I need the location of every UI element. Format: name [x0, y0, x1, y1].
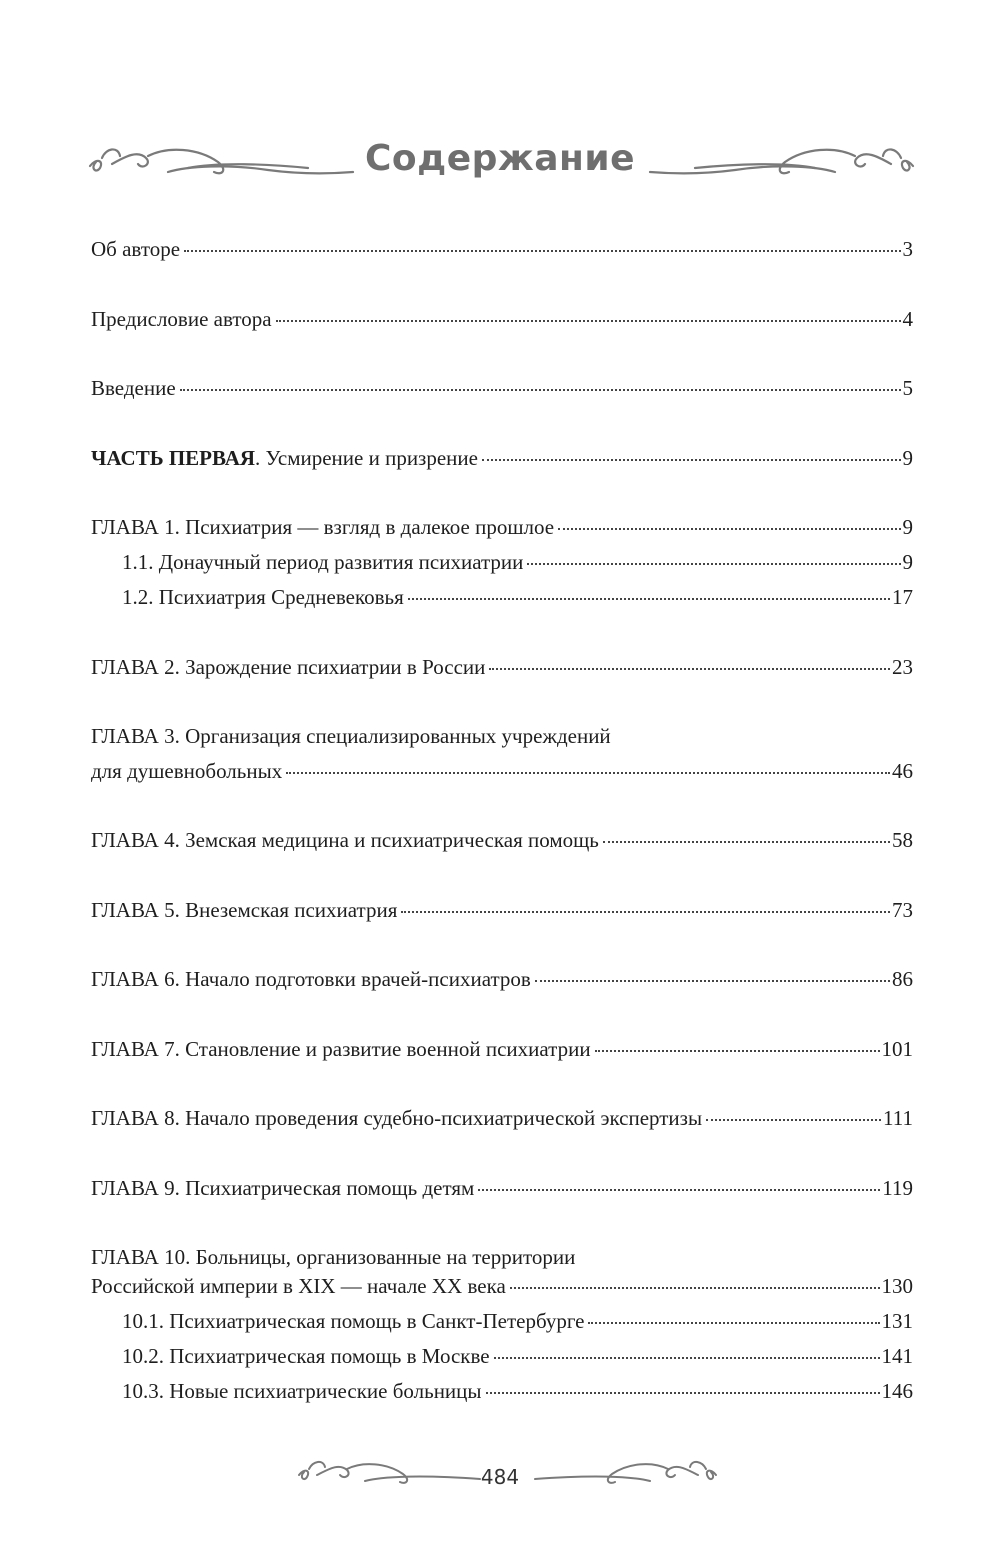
dot-leader — [489, 668, 890, 670]
toc-entry[interactable] — [91, 1036, 913, 1062]
dot-leader — [535, 980, 890, 982]
toc-subentry[interactable] — [122, 549, 913, 575]
toc-page-number: 131 — [881, 1309, 913, 1333]
toc-entry-title: ГЛАВА 4. Земская медицина и психиатрическая помощь — [91, 828, 599, 852]
toc-page-number: 146 — [881, 1379, 913, 1403]
toc-page-number: 17 — [892, 585, 913, 609]
dot-leader — [408, 598, 890, 600]
toc-entry[interactable] — [91, 1105, 913, 1131]
toc-entry[interactable] — [91, 236, 913, 262]
toc-subentry[interactable] — [122, 1378, 913, 1404]
toc-entry-title: ГЛАВА 9. Психиатрическая помощь детям — [91, 1176, 475, 1200]
dot-leader — [510, 1287, 880, 1289]
toc-entry-title: 10.2. Психиатрическая помощь в Москве — [122, 1344, 490, 1368]
toc-page-number: 101 — [881, 1037, 913, 1061]
toc-entry-title: Введение — [91, 376, 176, 400]
toc-entry[interactable] — [91, 758, 913, 784]
toc-entry[interactable] — [91, 1175, 913, 1201]
toc-entry-title: 1.2. Психиатрия Средневековья — [122, 585, 404, 609]
toc-subentry[interactable] — [122, 584, 913, 610]
toc-entry[interactable] — [91, 514, 913, 540]
right-ornament-icon — [645, 128, 915, 188]
dot-leader — [494, 1357, 880, 1359]
toc-entry[interactable] — [91, 375, 913, 401]
page-title: Содержание — [364, 138, 636, 179]
toc-entry-title: ГЛАВА 2. Зарождение психиатрии в России — [91, 655, 486, 679]
toc-page-number: 9 — [902, 446, 913, 470]
toc-subentry[interactable] — [122, 1308, 913, 1334]
dot-leader — [180, 389, 901, 391]
dot-leader — [486, 1392, 880, 1394]
toc-entry-title: Российской империи в XIX — начале XX века — [91, 1274, 506, 1298]
toc-entry[interactable] — [91, 827, 913, 853]
toc-page-number: 46 — [892, 759, 913, 783]
toc-entry-title: ГЛАВА 5. Внеземская психиатрия — [91, 898, 398, 922]
dot-leader — [595, 1050, 880, 1052]
toc-entry-first-line: ГЛАВА 3. Организация специализированных учреждений — [91, 724, 611, 748]
toc-page-number: 58 — [892, 828, 913, 852]
toc-entry-title: ГЛАВА 7. Становление и развитие военной психиатрии — [91, 1037, 591, 1061]
dot-leader — [588, 1322, 879, 1324]
toc-subentry[interactable] — [122, 1343, 913, 1369]
toc-page-number: 73 — [892, 898, 913, 922]
toc-page-number: 3 — [902, 237, 913, 261]
part-label: ЧАСТЬ ПЕРВАЯ — [91, 446, 256, 470]
toc-page-number: 141 — [881, 1344, 913, 1368]
toc-entry[interactable] — [91, 654, 913, 680]
toc-entry-title: 10.1. Психиатрическая помощь в Санкт-Петербурге — [122, 1309, 585, 1333]
toc-page-number: 111 — [883, 1106, 913, 1130]
toc-entry-title: . Усмирение и призрение — [255, 446, 478, 470]
toc-entry[interactable] — [91, 306, 913, 332]
dot-leader — [401, 911, 890, 913]
dot-leader — [706, 1119, 881, 1121]
toc-entry-title: 1.1. Донаучный период развития психиатрии — [122, 550, 524, 574]
toc-entry[interactable] — [91, 445, 913, 471]
toc-page-number: 86 — [892, 967, 913, 991]
toc-page-number: 4 — [902, 307, 913, 331]
toc-entry-title: ГЛАВА 6. Начало подготовки врачей-психиатров — [91, 967, 531, 991]
toc-page-number: 9 — [902, 550, 913, 574]
toc-entry-title: для душевнобольных — [91, 759, 283, 783]
toc-entry[interactable] — [91, 966, 913, 992]
dot-leader — [276, 320, 901, 322]
dot-leader — [527, 563, 900, 565]
page-number: 484 — [480, 1465, 520, 1489]
page-footer — [0, 1445, 1000, 1505]
dot-leader — [184, 250, 900, 252]
toc-entry-title: Об авторе — [91, 237, 181, 261]
toc-entry[interactable] — [91, 1273, 913, 1299]
toc-entry-title: ГЛАВА 8. Начало проведения судебно-психиатрической экспертизы — [91, 1106, 703, 1130]
toc-page-number: 119 — [882, 1176, 913, 1200]
toc-page-number: 5 — [902, 376, 913, 400]
toc-entry[interactable] — [91, 897, 913, 923]
dot-leader — [558, 528, 900, 530]
toc-page-number: 23 — [892, 655, 913, 679]
toc-entry-title: ГЛАВА 1. Психиатрия — взгляд в далекое прошлое — [91, 515, 555, 539]
toc-page-number: 130 — [881, 1274, 913, 1298]
footer-right-ornament-icon — [530, 1445, 720, 1495]
dot-leader — [482, 459, 901, 461]
dot-leader — [603, 841, 890, 843]
toc-entry-first-line: ГЛАВА 10. Больницы, организованные на территории — [91, 1245, 576, 1269]
toc-page-number: 9 — [902, 515, 913, 539]
toc-entry-title: 10.3. Новые психиатрические больницы — [122, 1379, 482, 1403]
toc-entry-title: Предисловие автора — [91, 307, 272, 331]
dot-leader — [478, 1189, 880, 1191]
page-header — [0, 128, 1000, 208]
dot-leader — [286, 772, 890, 774]
